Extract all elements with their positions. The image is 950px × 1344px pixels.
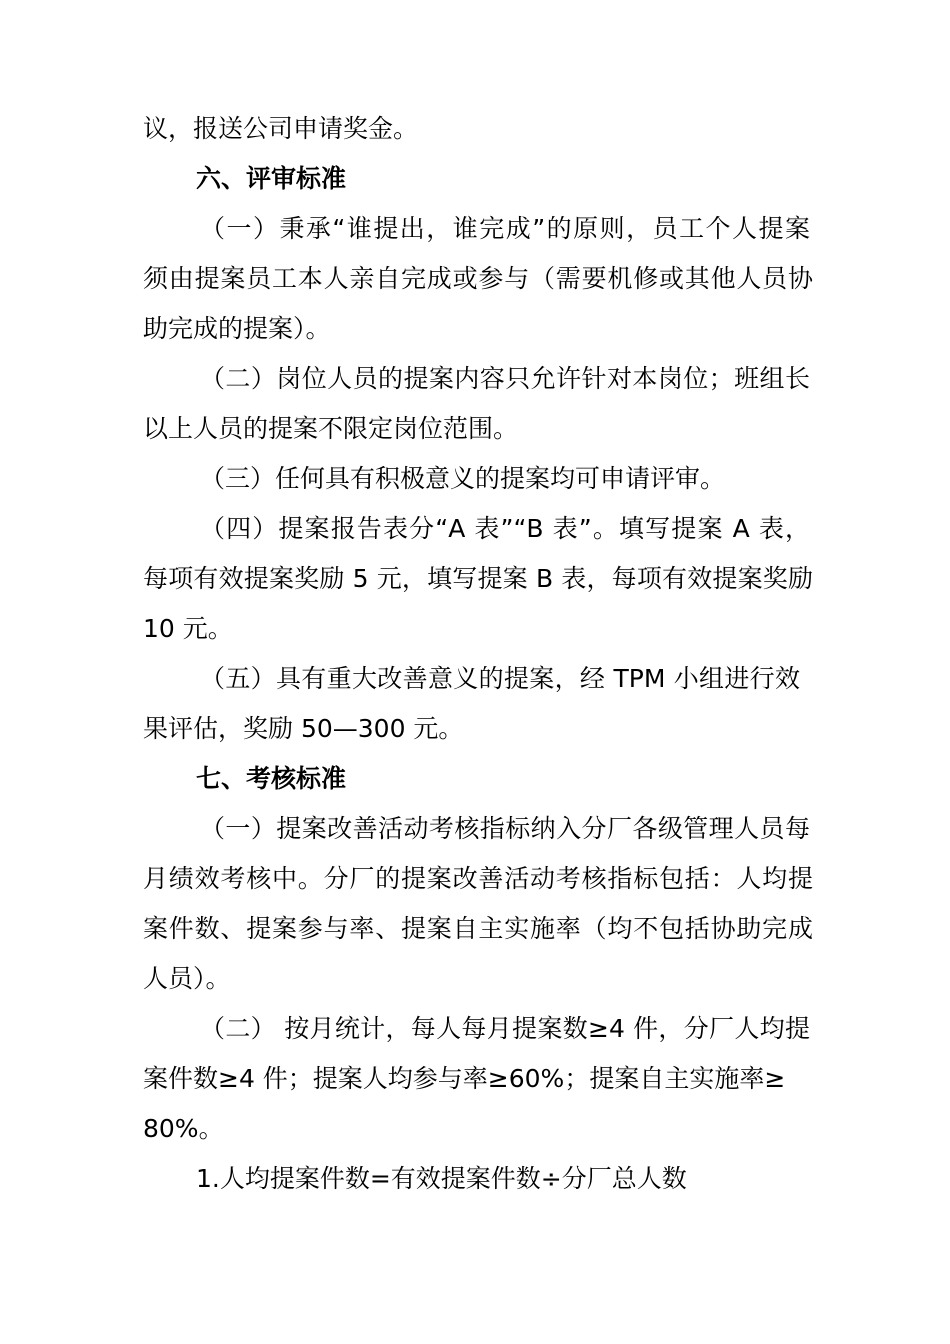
paragraph-line: 议，报送公司申请奖金。 <box>143 114 419 143</box>
paragraph-line: 10 元。 <box>143 614 233 643</box>
paragraph-line: （五）具有重大改善意义的提案，经 TPM 小组进行效 <box>200 664 800 693</box>
paragraph-line: （一）提案改善活动考核指标纳入分厂各级管理人员每 <box>200 814 810 843</box>
paragraph-line: 月绩效考核中。分厂的提案改善活动考核指标包括：人均提 <box>143 864 813 893</box>
paragraph-line: 助完成的提案）。 <box>143 314 331 343</box>
formula-line: 1.人均提案件数=有效提案件数÷分厂总人数 <box>196 1164 687 1193</box>
section-heading-seven: 七、考核标准 <box>196 764 347 793</box>
paragraph-line: 每项有效提案奖励 5 元，填写提案 B 表，每项有效提案奖励 <box>143 564 813 593</box>
paragraph-line: 以上人员的提案不限定岗位范围。 <box>143 414 519 443</box>
paragraph-line: （一）秉承“谁提出，谁完成”的原则，员工个人提案 <box>200 214 810 243</box>
paragraph-line: 80%。 <box>143 1114 224 1143</box>
paragraph-line: 果评估，奖励 50—300 元。 <box>143 714 464 743</box>
paragraph-line: （三）任何具有积极意义的提案均可申请评审。 <box>200 464 726 493</box>
paragraph-line: 须由提案员工本人亲自完成或参与（需要机修或其他人员协 <box>143 264 813 293</box>
section-heading-six: 六、评审标准 <box>196 164 347 193</box>
paragraph-line: （二）岗位人员的提案内容只允许针对本岗位；班组长 <box>200 364 810 393</box>
paragraph-line: （四）提案报告表分“A 表”“B 表”。填写提案 A 表， <box>200 514 810 543</box>
paragraph-line: 人员）。 <box>143 964 231 993</box>
paragraph-line: （二） 按月统计，每人每月提案数≥4 件，分厂人均提 <box>200 1014 810 1043</box>
paragraph-line: 案件数、提案参与率、提案自主实施率（均不包括协助完成 <box>143 914 813 943</box>
paragraph-line: 案件数≥4 件；提案人均参与率≥60%；提案自主实施率≥ <box>143 1064 786 1093</box>
